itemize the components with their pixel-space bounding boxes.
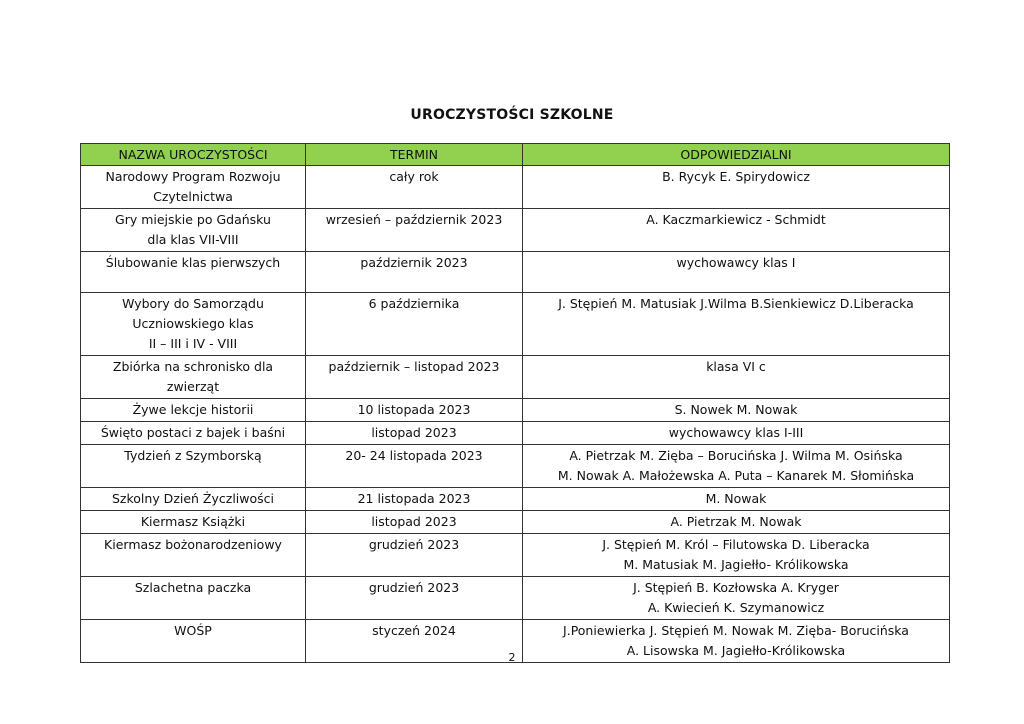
cell-line: Kiermasz Książki bbox=[140, 514, 246, 529]
cell-line: J. Stępień M. Król – Filutowska D. Liberacka bbox=[602, 537, 870, 552]
term-cell bbox=[306, 534, 523, 577]
cell-line: S. Nowek M. Nowak bbox=[674, 402, 798, 417]
term-cell bbox=[306, 252, 523, 293]
cell-line: Czytelnictwa bbox=[153, 189, 233, 204]
cell-line: listopad 2023 bbox=[371, 425, 457, 440]
cell-line: A. Kwiecień K. Szymanowicz bbox=[647, 600, 825, 615]
responsible-cell bbox=[523, 252, 950, 293]
responsible-cell bbox=[523, 534, 950, 577]
responsible-cell bbox=[523, 422, 950, 445]
cell-line: wrzesień – październik 2023 bbox=[325, 212, 503, 227]
cell-line: grudzień 2023 bbox=[368, 537, 460, 552]
cell-line: M. Matusiak M. Jagiełło- Królikowska bbox=[623, 557, 849, 572]
cell-line: II – III i IV - VIII bbox=[148, 336, 238, 351]
table-row bbox=[81, 511, 950, 534]
cell-line: Zbiórka na schronisko dla bbox=[112, 359, 274, 374]
cell-line: Ślubowanie klas pierwszych bbox=[105, 255, 281, 270]
cell-line: Tydzień z Szymborską bbox=[124, 448, 262, 463]
header-responsible: ODPOWIEDZIALNI bbox=[523, 144, 950, 166]
table-row bbox=[81, 166, 950, 209]
page-number: 2 bbox=[508, 651, 516, 664]
cell-line: klasa VI c bbox=[706, 359, 766, 374]
term-cell bbox=[306, 293, 523, 356]
table-row bbox=[81, 252, 950, 293]
cell-line: wychowawcy klas I bbox=[676, 255, 796, 270]
responsible-cell bbox=[523, 399, 950, 422]
cell-line: Uczniowskiego klas bbox=[132, 316, 254, 331]
term-cell bbox=[306, 511, 523, 534]
cell-line: cały rok bbox=[389, 169, 439, 184]
table-row bbox=[81, 445, 950, 488]
table-row bbox=[81, 399, 950, 422]
term-cell bbox=[306, 445, 523, 488]
term-cell bbox=[306, 209, 523, 252]
responsible-cell bbox=[523, 488, 950, 511]
cell-line: październik – listopad 2023 bbox=[328, 359, 500, 374]
term-cell bbox=[306, 422, 523, 445]
table-row bbox=[81, 422, 950, 445]
cell-line: dla klas VII-VIII bbox=[147, 232, 239, 247]
cell-line: Kiermasz bożonarodzeniowy bbox=[104, 537, 282, 552]
event-name-cell bbox=[81, 534, 306, 577]
event-name-cell bbox=[81, 166, 306, 209]
term-cell bbox=[306, 488, 523, 511]
cell-line: 6 października bbox=[368, 296, 460, 311]
cell-line: listopad 2023 bbox=[371, 514, 457, 529]
header-term: TERMIN bbox=[306, 144, 523, 166]
cell-line: 20- 24 listopada 2023 bbox=[345, 448, 483, 463]
cell-line: A. Pietrzak M. Nowak bbox=[670, 514, 802, 529]
table-row bbox=[81, 534, 950, 577]
responsible-cell bbox=[523, 356, 950, 399]
event-name-cell bbox=[81, 399, 306, 422]
responsible-cell bbox=[523, 577, 950, 620]
cell-line: styczeń 2024 bbox=[372, 623, 456, 638]
cell-line: A. Pietrzak M. Zięba – Borucińska J. Wilma M. Osińska bbox=[569, 448, 903, 463]
table-body bbox=[81, 166, 950, 663]
cell-line: 21 listopada 2023 bbox=[357, 491, 471, 506]
header-event-name: NAZWA UROCZYSTOŚCI bbox=[81, 144, 306, 166]
event-name-cell bbox=[81, 511, 306, 534]
event-name-cell bbox=[81, 252, 306, 293]
responsible-cell bbox=[523, 511, 950, 534]
table-row bbox=[81, 356, 950, 399]
cell-line: M. Nowak bbox=[705, 491, 767, 506]
responsible-cell bbox=[523, 166, 950, 209]
event-name-cell bbox=[81, 488, 306, 511]
term-cell bbox=[306, 166, 523, 209]
event-name-cell bbox=[81, 577, 306, 620]
cell-line: 10 listopada 2023 bbox=[357, 402, 471, 417]
cell-line: WOŚP bbox=[174, 623, 212, 638]
table-row bbox=[81, 577, 950, 620]
cell-line: październik 2023 bbox=[360, 255, 468, 270]
table-header-row bbox=[81, 144, 950, 166]
cell-line: A. Lisowska M. Jagiełło-Królikowska bbox=[626, 643, 846, 658]
cell-line: Święto postaci z bajek i baśni bbox=[100, 425, 286, 440]
event-name-cell bbox=[81, 422, 306, 445]
cell-line: J. Stępień M. Matusiak J.Wilma B.Sienkiewicz D.Liberacka bbox=[558, 296, 914, 311]
responsible-cell bbox=[523, 209, 950, 252]
cell-line: Wybory do Samorządu bbox=[122, 296, 264, 311]
table-row bbox=[81, 293, 950, 356]
cell-line: A. Kaczmarkiewicz - Schmidt bbox=[646, 212, 826, 227]
term-cell bbox=[306, 399, 523, 422]
event-name-cell bbox=[81, 293, 306, 356]
table-row bbox=[81, 209, 950, 252]
cell-line: wychowawcy klas I-III bbox=[668, 425, 804, 440]
cell-line: Żywe lekcje historii bbox=[132, 402, 254, 417]
term-cell bbox=[306, 577, 523, 620]
cell-line: J. Stępień B. Kozłowska A. Kryger bbox=[633, 580, 839, 595]
responsible-cell bbox=[523, 293, 950, 356]
cell-line: Szlachetna paczka bbox=[134, 580, 252, 595]
cell-line: J.Poniewierka J. Stępień M. Nowak M. Zięba- Borucińska bbox=[563, 623, 909, 638]
cell-line: Szkolny Dzień Życzliwości bbox=[111, 491, 275, 506]
responsible-cell bbox=[523, 445, 950, 488]
page-title: UROCZYSTOŚCI SZKOLNE bbox=[410, 107, 614, 123]
events-table bbox=[80, 143, 950, 663]
cell-line: Narodowy Program Rozwoju bbox=[105, 169, 281, 184]
event-name-cell bbox=[81, 445, 306, 488]
term-cell bbox=[306, 356, 523, 399]
event-name-cell bbox=[81, 356, 306, 399]
event-name-cell bbox=[81, 209, 306, 252]
table-row bbox=[81, 488, 950, 511]
cell-line: B. Rycyk E. Spirydowicz bbox=[662, 169, 810, 184]
cell-line: Gry miejskie po Gdańsku bbox=[115, 212, 271, 227]
cell-line: grudzień 2023 bbox=[368, 580, 460, 595]
cell-line: M. Nowak A. Małożewska A. Puta – Kanarek M. Słomińska bbox=[557, 468, 915, 483]
cell-line: zwierząt bbox=[166, 379, 220, 394]
